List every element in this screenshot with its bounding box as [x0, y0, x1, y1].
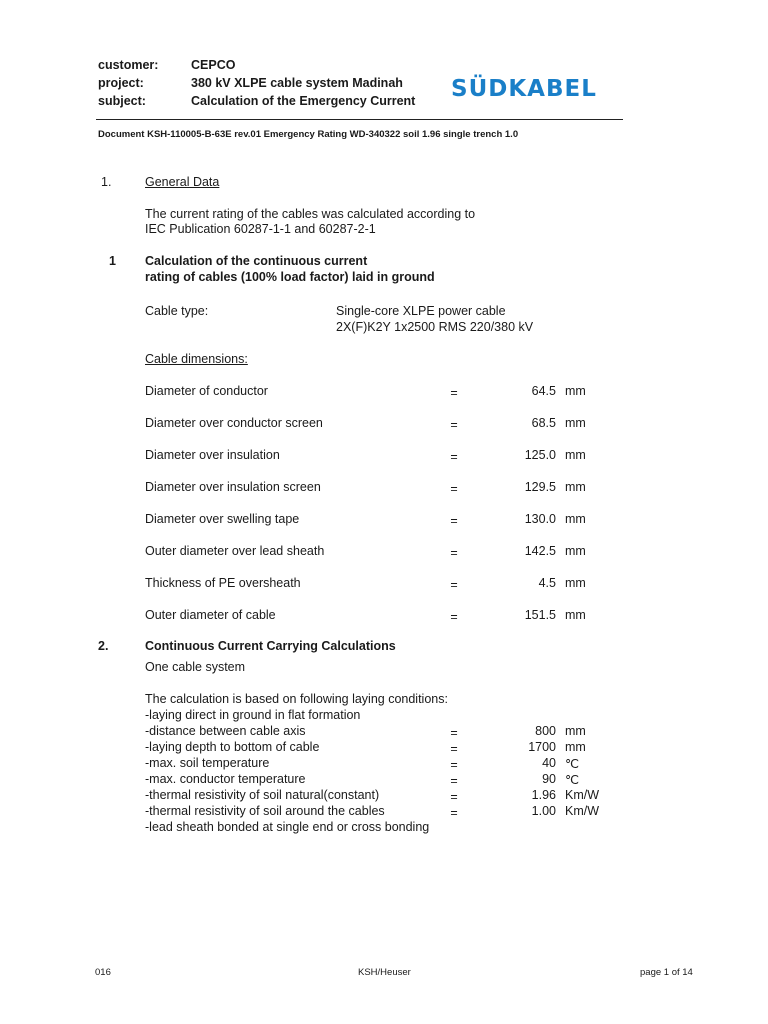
document-reference: Document KSH-110005-B-63E rev.01 Emergency Rating WD-340322 soil 1.96 single trench 1.0: [98, 129, 519, 140]
condition-label: -max. soil temperature: [145, 756, 270, 770]
dimension-unit: mm: [565, 608, 586, 622]
section1-number: 1.: [101, 175, 112, 189]
customer-value: CEPCO: [191, 58, 236, 72]
subject-value: Calculation of the Emergency Current: [191, 94, 416, 108]
dimension-unit: mm: [565, 480, 586, 494]
dimension-equals: =: [450, 514, 458, 528]
cable-dimensions-title: Cable dimensions:: [145, 352, 248, 366]
section1-intro-line1: The current rating of the cables was calculated according to: [145, 207, 476, 221]
cable-type-label: Cable type:: [145, 304, 209, 318]
dimension-unit: mm: [565, 512, 586, 526]
dimension-value: 130.0: [524, 512, 556, 526]
dimension-equals: =: [450, 578, 458, 592]
subject-label: subject:: [98, 94, 146, 108]
dimension-unit: mm: [565, 544, 586, 558]
condition-value: 90: [542, 772, 556, 786]
condition-bonding: -lead sheath bonded at single end or cross bonding: [145, 820, 430, 834]
condition-unit: ℃: [565, 773, 580, 787]
condition-label: -max. conductor temperature: [145, 772, 306, 786]
dimension-value: 129.5: [524, 480, 556, 494]
footer-left: 016: [95, 967, 111, 978]
dimension-unit: mm: [565, 576, 586, 590]
section2-subtitle: One cable system: [145, 660, 246, 674]
dimension-value: 64.5: [531, 384, 556, 398]
dimension-value: 125.0: [524, 448, 556, 462]
dimension-label: Thickness of PE oversheath: [145, 576, 301, 590]
dimension-equals: =: [450, 546, 458, 560]
footer-author: KSH/Heuser: [358, 967, 411, 978]
dimension-equals: =: [450, 482, 458, 496]
dimension-label: Diameter over insulation screen: [145, 480, 321, 494]
dimension-unit: mm: [565, 416, 586, 430]
condition-label: -distance between cable axis: [145, 724, 306, 738]
dimension-label: Diameter over insulation: [145, 448, 280, 462]
condition-value: 1.00: [531, 804, 556, 818]
condition-label: -laying depth to bottom of cable: [145, 740, 320, 754]
dimension-equals: =: [450, 418, 458, 432]
conditions-intro: The calculation is based on following laying conditions:: [145, 692, 448, 706]
dimension-value: 68.5: [531, 416, 556, 430]
condition-equals: =: [450, 726, 458, 740]
section2-title: Continuous Current Carrying Calculations: [145, 639, 396, 653]
condition-value: 1700: [528, 740, 556, 754]
subsection1-title-line1: Calculation of the continuous current: [145, 254, 368, 268]
subsection1-number: 1: [109, 254, 116, 268]
footer-page-number: page 1 of 14: [640, 967, 693, 978]
condition-value: 800: [535, 724, 556, 738]
customer-label: customer:: [98, 58, 159, 72]
dimension-unit: mm: [565, 448, 586, 462]
subsection1-title-line2: rating of cables (100% load factor) laid in ground: [145, 270, 435, 284]
dimension-value: 142.5: [524, 544, 556, 558]
condition-flat-formation: -laying direct in ground in flat formation: [145, 708, 361, 722]
condition-unit: ℃: [565, 757, 580, 771]
project-value: 380 kV XLPE cable system Madinah: [191, 76, 403, 90]
condition-equals: =: [450, 758, 458, 772]
condition-unit: mm: [565, 724, 586, 738]
dimension-label: Diameter over swelling tape: [145, 512, 300, 526]
condition-equals: =: [450, 806, 458, 820]
cable-type-line2: 2X(F)K2Y 1x2500 RMS 220/380 kV: [336, 320, 534, 334]
dimension-label: Diameter over conductor screen: [145, 416, 323, 430]
condition-unit: Km/W: [565, 804, 600, 818]
dimension-equals: =: [450, 450, 458, 464]
section1-title: General Data: [145, 175, 220, 189]
condition-label: -thermal resistivity of soil natural(constant): [145, 788, 380, 802]
condition-unit: Km/W: [565, 788, 600, 802]
dimension-label: Diameter of conductor: [145, 384, 268, 398]
condition-value: 1.96: [531, 788, 556, 802]
dimension-equals: =: [450, 610, 458, 624]
condition-equals: =: [450, 742, 458, 756]
dimension-label: Outer diameter of cable: [145, 608, 276, 622]
condition-equals: =: [450, 774, 458, 788]
section2-number: 2.: [98, 639, 109, 653]
cable-type-line1: Single-core XLPE power cable: [336, 304, 506, 318]
project-label: project:: [98, 76, 144, 90]
condition-label: -thermal resistivity of soil around the cables: [145, 804, 385, 818]
dimension-value: 4.5: [538, 576, 556, 590]
dimension-unit: mm: [565, 384, 586, 398]
dimension-equals: =: [450, 386, 458, 400]
condition-unit: mm: [565, 740, 586, 754]
condition-value: 40: [542, 756, 556, 770]
header-divider: [96, 119, 623, 120]
dimension-value: 151.5: [524, 608, 556, 622]
section1-intro-line2: IEC Publication 60287-1-1 and 60287-2-1: [145, 222, 376, 236]
sudkabel-logo: SÜDKABEL: [451, 76, 597, 102]
dimension-label: Outer diameter over lead sheath: [145, 544, 325, 558]
condition-equals: =: [450, 790, 458, 804]
